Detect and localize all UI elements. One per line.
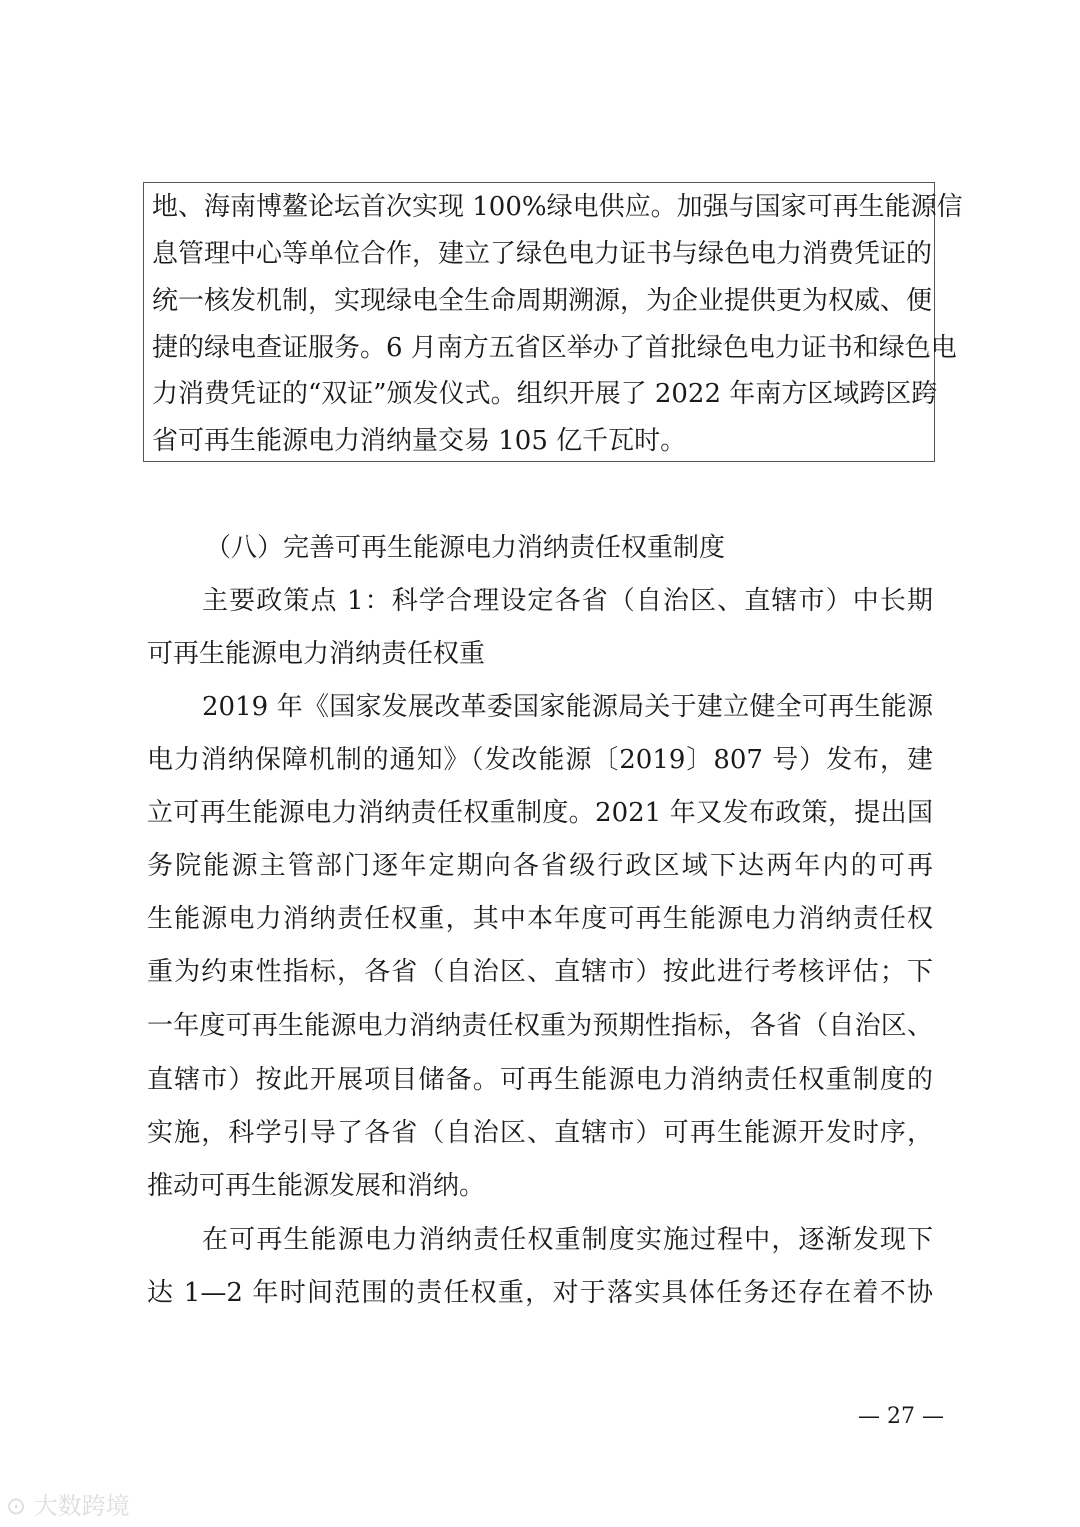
paragraph-line: 重为约束性指标，各省（自治区、直辖市）按此进行考核评估；下 — [147, 957, 933, 987]
section-heading: （八）完善可再生能源电力消纳责任权重制度 — [205, 533, 726, 563]
box-line: 统一核发机制，实现绿电全生命周期溯源，为企业提供更为权威、便 — [152, 286, 933, 316]
paragraph-line: 一年度可再生能源电力消纳责任权重为预期性指标，各省（自治区、 — [147, 1011, 933, 1041]
paragraph-line: 在可再生能源电力消纳责任权重制度实施过程中，逐渐发现下 — [202, 1225, 933, 1255]
paragraph-line: 达 1—2 年时间范围的责任权重，对于落实具体任务还存在着不协 — [147, 1278, 933, 1308]
box-line: 力消费凭证的“双证”颁发仪式。组织开展了 2022 年南方区域跨区跨 — [152, 379, 938, 409]
paragraph-line: 2019 年《国家发展改革委国家能源局关于建立健全可再生能源 — [202, 692, 933, 722]
policy-point-line: 可再生能源电力消纳责任权重 — [147, 639, 486, 669]
paragraph-line: 生能源电力消纳责任权重，其中本年度可再生能源电力消纳责任权 — [147, 904, 933, 934]
watermark-icon: ⊙ — [6, 1492, 34, 1520]
box-line: 地、海南博鳌论坛首次实现 100%绿电供应。加强与国家可再生能源信 — [152, 192, 963, 222]
policy-point-line: 主要政策点 1：科学合理设定各省（自治区、直辖市）中长期 — [202, 586, 933, 616]
box-line: 息管理中心等单位合作，建立了绿色电力证书与绿色电力消费凭证的 — [152, 239, 933, 269]
paragraph-line: 实施，科学引导了各省（自治区、直辖市）可再生能源开发时序， — [147, 1118, 933, 1148]
paragraph-line: 电力消纳保障机制的通知》（发改能源〔2019〕807 号）发布，建 — [147, 745, 933, 775]
paragraph-line: 直辖市）按此开展项目储备。可再生能源电力消纳责任权重制度的 — [147, 1065, 933, 1095]
watermark-text: 大数跨境 — [33, 1492, 130, 1520]
paragraph-line: 务院能源主管部门逐年定期向各省级行政区域下达两年内的可再 — [147, 851, 933, 881]
box-line: 捷的绿电查证服务。6 月南方五省区举办了首批绿色电力证书和绿色电 — [152, 333, 957, 363]
box-line: 省可再生能源电力消纳量交易 105 亿千瓦时。 — [152, 426, 687, 456]
page-number: — 27 — — [858, 1404, 944, 1429]
paragraph-line: 立可再生能源电力消纳责任权重制度。2021 年又发布政策，提出国 — [147, 798, 933, 828]
watermark-logo — [6, 1486, 130, 1521]
paragraph-line: 推动可再生能源发展和消纳。 — [147, 1171, 486, 1201]
